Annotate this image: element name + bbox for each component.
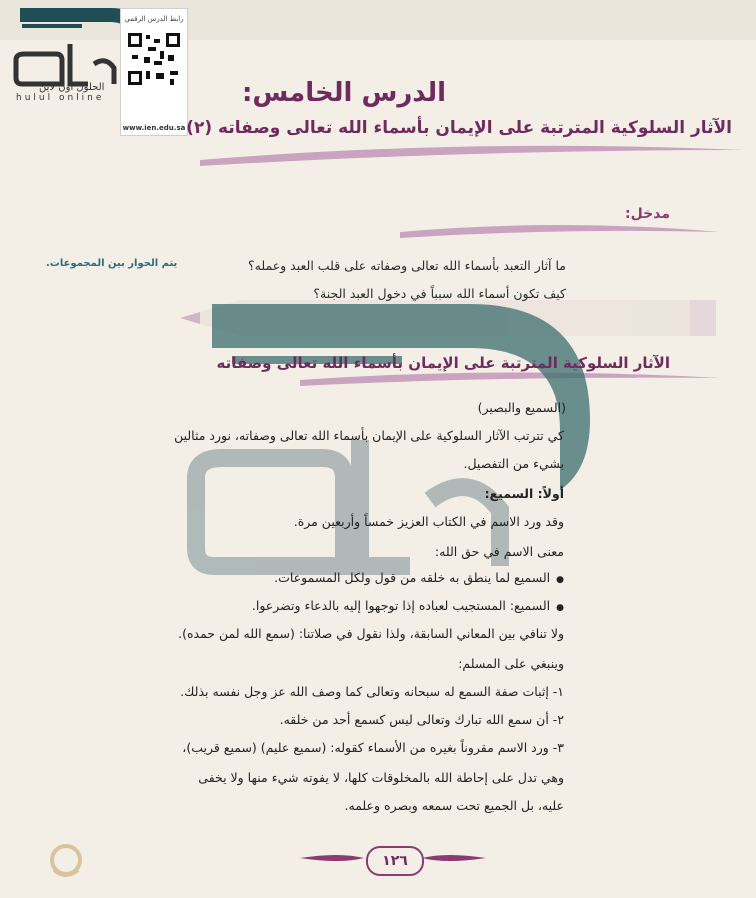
point-1: ١- إثبات صفة السمع له سبحانه وتعالى كما وصف الله عز وجل نفسه بذلك. — [180, 684, 564, 699]
section-intro-line-1: كي تترتب الآثار السلوكية على الإيمان بأسماء الله تعالى وصفاته، نورد مثالين — [174, 428, 564, 443]
corner-ornament-icon — [52, 846, 80, 875]
intro-question-1: ما آثار التعبد بأسماء الله تعالى وصفاته على قلب العبد وعمله؟ — [248, 258, 566, 273]
intro-heading: مدخل: — [625, 206, 670, 222]
logo-latin: hulul online — [16, 93, 105, 103]
meaning-heading: معنى الاسم في حق الله: — [434, 544, 564, 559]
closing-line-1: وهي تدل على إحاطة الله بالمخلوقات كلها، لا يفوته شيء منها ولا يخفى — [198, 770, 564, 785]
qr-code-card[interactable] — [120, 8, 188, 136]
qr-caption: رابط الدرس الرقمي — [124, 15, 184, 23]
intro-question-2: كيف تكون أسماء الله سبباً في دخول العبد الجنة؟ — [313, 286, 566, 301]
meaning-bullet-1: ● السميع لما ينطق به خلقه من قول ولكل المسموعات. — [274, 570, 564, 585]
side-note: يتم الحوار بين المجموعات. — [46, 258, 178, 269]
no-contradiction-line: ولا تنافي بين المعاني السابقة، ولذا نقول في صلاتنا: (سمع الله لمن حمده). — [178, 626, 564, 641]
title-swoosh — [200, 146, 744, 166]
section-heading: الآثار السلوكية المترتبة على الإيمان بأسماء الله تعالى وصفاته — [216, 354, 670, 372]
section-subtitle: (السميع والبصير) — [477, 400, 566, 415]
closing-line-2: عليه، بل الجميع تحت سمعه وبصره وعلمه. — [344, 798, 564, 813]
first-name-heading: أولاً: السميع: — [484, 486, 564, 501]
point-2: ٢- أن سمع الله تبارك وتعالى ليس كسمع أحد من خلقه. — [279, 712, 564, 727]
intro-swoosh — [400, 225, 720, 238]
meaning-bullet-2: ● السميع: المستجيب لعباده إذا توجهوا إليه بالدعاء وتضرعوا. — [252, 598, 564, 613]
page-number: ١٢٦ — [366, 846, 424, 876]
lesson-label: الدرس الخامس: — [241, 78, 446, 108]
section-intro-line-2: بشيء من التفصيل. — [463, 456, 564, 471]
should-heading: وينبغي على المسلم: — [458, 656, 564, 671]
point-3: ٣- ورد الاسم مقروناً بغيره من الأسماء كقوله: (سميع عليم) (سميع قريب)، — [182, 740, 564, 755]
corner-logo-text — [16, 82, 104, 103]
occurrence-line: وقد ورد الاسم في الكتاب العزيز خمساً وأربعين مرة. — [293, 514, 564, 529]
lesson-title: الآثار السلوكية المترتبة على الإيمان بأسماء الله تعالى وصفاته (٢) — [186, 118, 732, 138]
qr-url: www.ien.edu.sa — [122, 124, 186, 132]
section-swoosh — [300, 372, 720, 386]
logo-arabic: الحلول اون لاين — [39, 82, 105, 93]
qr-code-icon — [126, 31, 182, 87]
